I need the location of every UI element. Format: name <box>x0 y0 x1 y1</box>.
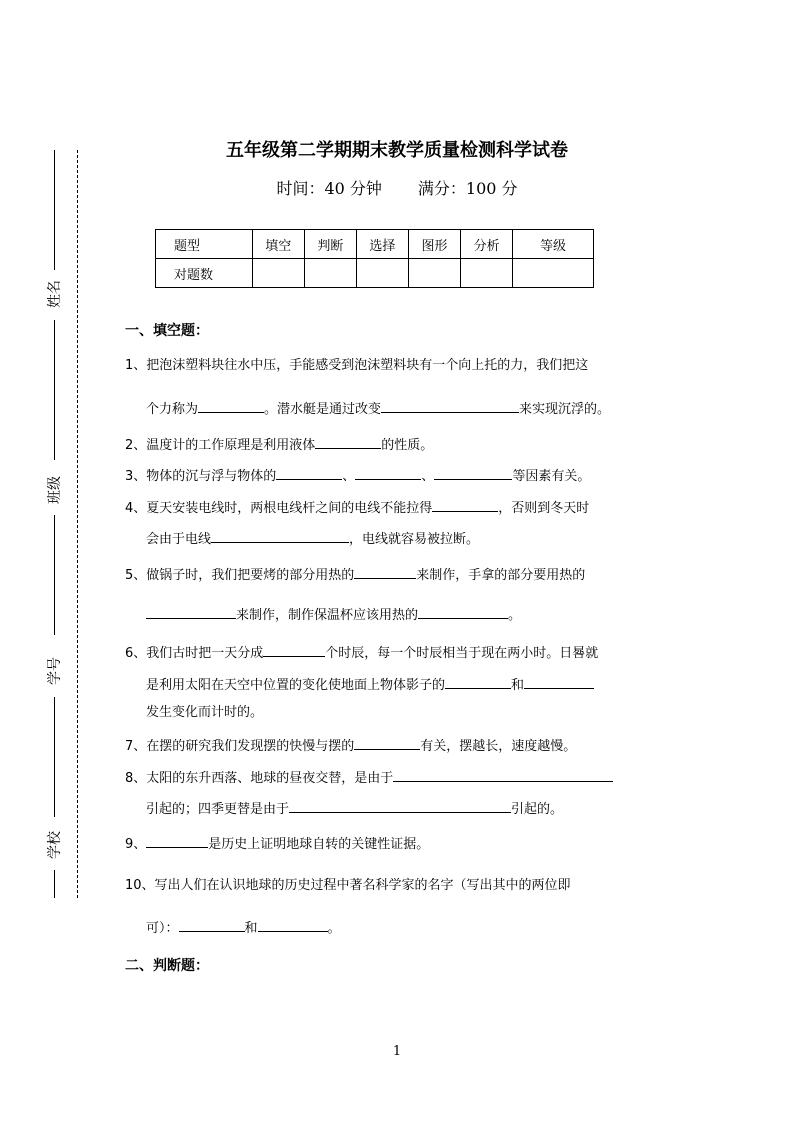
class-label: 班级 <box>47 476 63 504</box>
question-4: 4、夏天安装电线时，两根电线杆之间的电线不能拉得 ，否则到冬天时 <box>125 497 589 519</box>
answer-blank[interactable] <box>179 917 245 932</box>
answer-blank[interactable] <box>146 604 236 619</box>
section-title: 一、填空题： <box>125 323 209 339</box>
question-4-cont: 会由于电线 ，电线就容易被拉断。 <box>146 528 479 550</box>
answer-blank[interactable] <box>198 398 264 413</box>
answer-blank[interactable] <box>354 735 420 750</box>
answer-blank[interactable] <box>524 674 594 689</box>
answer-blank[interactable] <box>354 564 416 579</box>
question-3: 3、物体的沉与浮与物体的 、 、 等因素有关。 <box>125 465 590 487</box>
answer-blank[interactable] <box>276 465 342 480</box>
section-title: 二、判断题： <box>125 958 209 974</box>
table-header-cell: 图形 <box>408 230 460 259</box>
student-id-label: 学号 <box>47 657 63 685</box>
cut-line <box>77 150 78 898</box>
exam-subtitle <box>0 176 794 199</box>
answer-blank[interactable] <box>434 465 512 480</box>
binding-margin <box>0 0 100 1123</box>
question-10-cont: 可）： 和 。 <box>146 917 341 939</box>
question-1-cont: 个力称为 。潜水艇是通过改变 来实现沉浮的。 <box>146 398 610 420</box>
binding-line <box>54 697 55 817</box>
table-row-label: 对题数 <box>156 259 253 288</box>
answer-blank[interactable] <box>393 767 613 782</box>
table-header-cell: 判断 <box>304 230 356 259</box>
binding-line <box>54 150 55 270</box>
time-info: 时间：40 分钟 <box>276 179 382 198</box>
question-10: 10、写出人们在认识地球的历史过程中著名科学家的名字（写出其中的两位即 <box>125 878 571 893</box>
table-header-cell: 题型 <box>156 230 253 259</box>
table-header-cell: 选择 <box>356 230 408 259</box>
table-cell[interactable] <box>356 259 408 288</box>
school-label: 学校 <box>47 831 63 859</box>
answer-blank[interactable] <box>355 465 421 480</box>
answer-blank[interactable] <box>146 833 208 848</box>
question-2: 2、温度计的工作原理是利用液体 的性质。 <box>125 434 433 456</box>
question-8: 8、太阳的东升西落、地球的昼夜交替，是由于 <box>125 767 613 789</box>
answer-blank[interactable] <box>381 398 519 413</box>
question-1: 1、把泡沫塑料块往水中压，手能感受到泡沫塑料块有一个向上托的力，我们把这 <box>125 358 589 373</box>
question-6: 6、我们古时把一天分成 个时辰，每一个时辰相当于现在两小时。日晷就 <box>125 642 598 664</box>
question-5: 5、做锅子时，我们把要烤的部分用热的 来制作，手拿的部分要用热的 <box>125 564 585 586</box>
table-cell[interactable] <box>513 259 594 288</box>
question-8-cont: 引起的；四季更替是由于 引起的。 <box>146 798 563 820</box>
question-7: 7、在摆的研究我们发现摆的快慢与摆的 有关，摆越长，速度越慢。 <box>125 735 576 757</box>
page-number: 1 <box>392 1044 402 1059</box>
binding-line <box>54 320 55 460</box>
name-label: 姓名 <box>47 280 63 308</box>
score-info: 满分：100 分 <box>417 179 518 198</box>
binding-line <box>54 515 55 635</box>
answer-blank[interactable] <box>289 798 511 813</box>
answer-blank[interactable] <box>432 497 498 512</box>
exam-title: 五年级第二学期期末教学质量检测科学试卷 <box>226 140 568 161</box>
table-row <box>156 259 594 288</box>
question-5-cont: 来制作，制作保温杯应该用热的 。 <box>146 604 521 626</box>
binding-line <box>54 870 55 898</box>
table-cell[interactable] <box>408 259 460 288</box>
question-6-cont: 是利用太阳在天空中位置的变化使地面上物体影子的 和 <box>146 674 594 696</box>
table-header-cell: 等级 <box>513 230 594 259</box>
table-row <box>156 230 594 259</box>
question-6-end: 发生变化而计时的。 <box>146 705 264 720</box>
answer-blank[interactable] <box>211 528 349 543</box>
table-cell[interactable] <box>304 259 356 288</box>
question-9: 9、 是历史上证明地球自转的关键性证据。 <box>125 833 429 855</box>
table-header-cell: 填空 <box>252 230 304 259</box>
answer-blank[interactable] <box>418 604 508 619</box>
score-table <box>155 229 594 288</box>
answer-blank[interactable] <box>258 917 328 932</box>
table-cell[interactable] <box>252 259 304 288</box>
table-header-cell: 分析 <box>461 230 513 259</box>
answer-blank[interactable] <box>263 642 325 657</box>
table-cell[interactable] <box>461 259 513 288</box>
answer-blank[interactable] <box>315 434 381 449</box>
answer-blank[interactable] <box>445 674 511 689</box>
